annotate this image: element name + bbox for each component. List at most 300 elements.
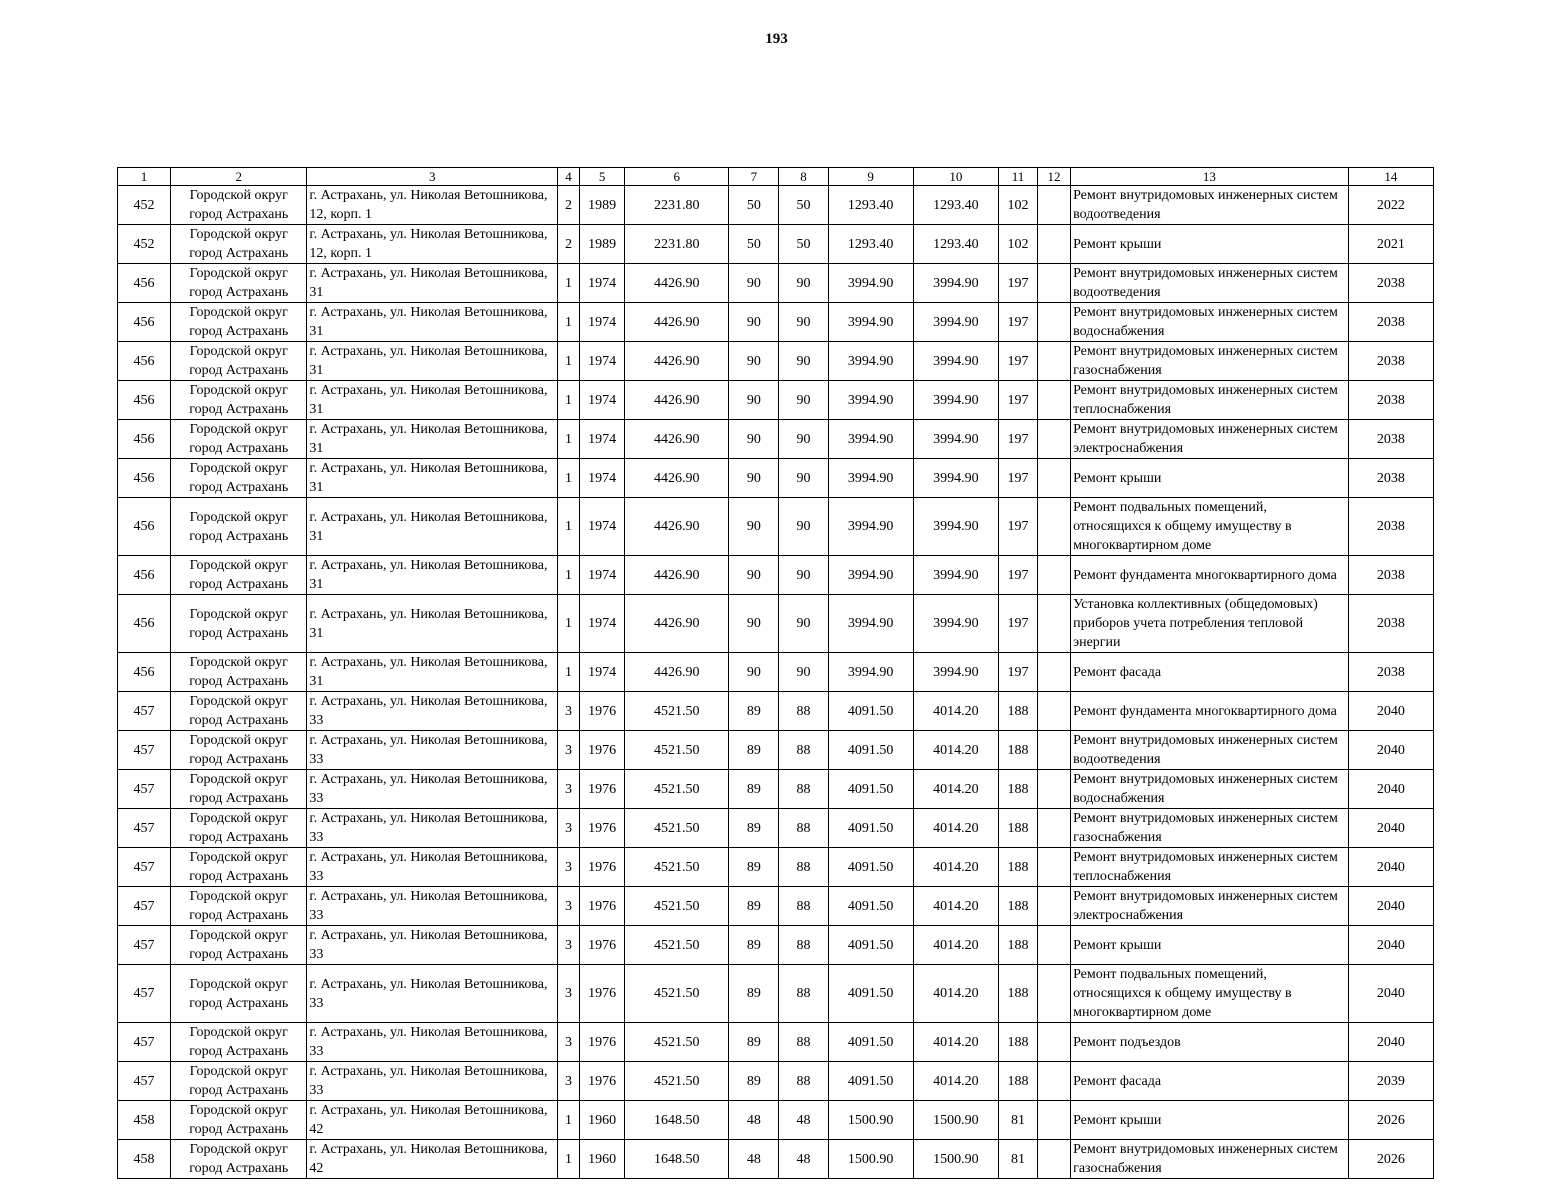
cell-col-3: г. Астрахань, ул. Николая Ветошникова, 33 bbox=[307, 809, 558, 848]
cell-col-7: 89 bbox=[729, 692, 779, 731]
cell-col-12 bbox=[1038, 342, 1071, 381]
cell-col-6: 4521.50 bbox=[625, 731, 729, 770]
cell-col-9: 4091.50 bbox=[828, 731, 913, 770]
cell-col-10: 3994.90 bbox=[913, 498, 998, 556]
cell-col-12 bbox=[1038, 556, 1071, 595]
cell-col-12 bbox=[1038, 420, 1071, 459]
cell-col-7: 89 bbox=[729, 1062, 779, 1101]
cell-col-6: 1648.50 bbox=[625, 1140, 729, 1179]
cell-col-4: 3 bbox=[557, 770, 579, 809]
cell-col-3: г. Астрахань, ул. Николая Ветошникова, 31 bbox=[307, 459, 558, 498]
column-header: 1 bbox=[118, 168, 171, 186]
cell-col-8: 88 bbox=[779, 770, 828, 809]
cell-col-7: 90 bbox=[729, 498, 779, 556]
cell-col-13: Ремонт внутридомовых инженерных систем электроснабжения bbox=[1071, 887, 1349, 926]
cell-col-9: 1293.40 bbox=[828, 186, 913, 225]
cell-col-12 bbox=[1038, 225, 1071, 264]
cell-col-14: 2040 bbox=[1348, 809, 1433, 848]
cell-col-2: Городской округ город Астрахань bbox=[171, 1023, 307, 1062]
cell-col-9: 4091.50 bbox=[828, 848, 913, 887]
cell-col-3: г. Астрахань, ул. Николая Ветошникова, 33 bbox=[307, 887, 558, 926]
cell-col-10: 4014.20 bbox=[913, 887, 998, 926]
cell-col-4: 3 bbox=[557, 731, 579, 770]
cell-col-5: 1976 bbox=[580, 1023, 625, 1062]
cell-col-1: 457 bbox=[118, 965, 171, 1023]
cell-col-10: 4014.20 bbox=[913, 1023, 998, 1062]
cell-col-11: 188 bbox=[998, 848, 1037, 887]
cell-col-9: 4091.50 bbox=[828, 809, 913, 848]
cell-col-10: 4014.20 bbox=[913, 1062, 998, 1101]
cell-col-6: 4521.50 bbox=[625, 965, 729, 1023]
cell-col-5: 1976 bbox=[580, 731, 625, 770]
table-row bbox=[118, 809, 1434, 848]
cell-col-14: 2026 bbox=[1348, 1101, 1433, 1140]
cell-col-6: 4426.90 bbox=[625, 653, 729, 692]
cell-col-7: 90 bbox=[729, 556, 779, 595]
cell-col-6: 2231.80 bbox=[625, 186, 729, 225]
cell-col-8: 88 bbox=[779, 692, 828, 731]
cell-col-4: 1 bbox=[557, 595, 579, 653]
cell-col-10: 3994.90 bbox=[913, 303, 998, 342]
cell-col-2: Городской округ город Астрахань bbox=[171, 770, 307, 809]
column-header: 7 bbox=[729, 168, 779, 186]
cell-col-6: 4521.50 bbox=[625, 809, 729, 848]
cell-col-2: Городской округ город Астрахань bbox=[171, 965, 307, 1023]
cell-col-14: 2040 bbox=[1348, 1023, 1433, 1062]
cell-col-6: 4426.90 bbox=[625, 303, 729, 342]
cell-col-8: 88 bbox=[779, 926, 828, 965]
cell-col-3: г. Астрахань, ул. Николая Ветошникова, 33 bbox=[307, 692, 558, 731]
cell-col-3: г. Астрахань, ул. Николая Ветошникова, 33 bbox=[307, 1023, 558, 1062]
cell-col-2: Городской округ город Астрахань bbox=[171, 692, 307, 731]
cell-col-2: Городской округ город Астрахань bbox=[171, 264, 307, 303]
cell-col-7: 90 bbox=[729, 420, 779, 459]
cell-col-13: Установка коллективных (общедомовых) приборов учета потребления тепловой энергии bbox=[1071, 595, 1349, 653]
cell-col-4: 2 bbox=[557, 225, 579, 264]
column-header: 12 bbox=[1038, 168, 1071, 186]
column-header: 11 bbox=[998, 168, 1037, 186]
cell-col-1: 457 bbox=[118, 692, 171, 731]
cell-col-8: 90 bbox=[779, 459, 828, 498]
cell-col-10: 4014.20 bbox=[913, 692, 998, 731]
cell-col-11: 197 bbox=[998, 498, 1037, 556]
cell-col-14: 2040 bbox=[1348, 692, 1433, 731]
cell-col-1: 457 bbox=[118, 926, 171, 965]
cell-col-8: 48 bbox=[779, 1140, 828, 1179]
cell-col-1: 456 bbox=[118, 498, 171, 556]
cell-col-2: Городской округ город Астрахань bbox=[171, 342, 307, 381]
cell-col-11: 188 bbox=[998, 1023, 1037, 1062]
table-row bbox=[118, 653, 1434, 692]
table-row bbox=[118, 1062, 1434, 1101]
table-row bbox=[118, 186, 1434, 225]
column-header: 8 bbox=[779, 168, 828, 186]
cell-col-8: 88 bbox=[779, 809, 828, 848]
table-row bbox=[118, 848, 1434, 887]
cell-col-11: 188 bbox=[998, 692, 1037, 731]
cell-col-14: 2039 bbox=[1348, 1062, 1433, 1101]
cell-col-14: 2040 bbox=[1348, 770, 1433, 809]
cell-col-8: 50 bbox=[779, 225, 828, 264]
cell-col-3: г. Астрахань, ул. Николая Ветошникова, 42 bbox=[307, 1101, 558, 1140]
cell-col-13: Ремонт внутридомовых инженерных систем водоотведения bbox=[1071, 264, 1349, 303]
cell-col-8: 88 bbox=[779, 848, 828, 887]
cell-col-1: 452 bbox=[118, 225, 171, 264]
cell-col-12 bbox=[1038, 595, 1071, 653]
cell-col-1: 452 bbox=[118, 186, 171, 225]
cell-col-12 bbox=[1038, 965, 1071, 1023]
cell-col-4: 3 bbox=[557, 965, 579, 1023]
cell-col-1: 457 bbox=[118, 770, 171, 809]
cell-col-9: 3994.90 bbox=[828, 420, 913, 459]
cell-col-10: 4014.20 bbox=[913, 926, 998, 965]
cell-col-14: 2040 bbox=[1348, 887, 1433, 926]
cell-col-12 bbox=[1038, 459, 1071, 498]
cell-col-14: 2038 bbox=[1348, 556, 1433, 595]
cell-col-7: 90 bbox=[729, 595, 779, 653]
cell-col-9: 3994.90 bbox=[828, 595, 913, 653]
cell-col-13: Ремонт внутридомовых инженерных систем газоснабжения bbox=[1071, 809, 1349, 848]
cell-col-13: Ремонт внутридомовых инженерных систем газоснабжения bbox=[1071, 1140, 1349, 1179]
cell-col-3: г. Астрахань, ул. Николая Ветошникова, 31 bbox=[307, 264, 558, 303]
cell-col-9: 3994.90 bbox=[828, 264, 913, 303]
cell-col-5: 1989 bbox=[580, 225, 625, 264]
cell-col-10: 3994.90 bbox=[913, 264, 998, 303]
cell-col-6: 4426.90 bbox=[625, 459, 729, 498]
cell-col-14: 2040 bbox=[1348, 731, 1433, 770]
cell-col-8: 88 bbox=[779, 965, 828, 1023]
cell-col-1: 457 bbox=[118, 1023, 171, 1062]
cell-col-8: 90 bbox=[779, 653, 828, 692]
cell-col-6: 4521.50 bbox=[625, 770, 729, 809]
cell-col-9: 3994.90 bbox=[828, 381, 913, 420]
cell-col-7: 50 bbox=[729, 225, 779, 264]
table-row bbox=[118, 264, 1434, 303]
cell-col-3: г. Астрахань, ул. Николая Ветошникова, 31 bbox=[307, 653, 558, 692]
cell-col-1: 458 bbox=[118, 1140, 171, 1179]
cell-col-4: 1 bbox=[557, 303, 579, 342]
cell-col-2: Городской округ город Астрахань bbox=[171, 848, 307, 887]
cell-col-13: Ремонт крыши bbox=[1071, 926, 1349, 965]
column-header: 10 bbox=[913, 168, 998, 186]
cell-col-14: 2040 bbox=[1348, 965, 1433, 1023]
cell-col-11: 197 bbox=[998, 264, 1037, 303]
cell-col-10: 3994.90 bbox=[913, 420, 998, 459]
cell-col-9: 4091.50 bbox=[828, 1023, 913, 1062]
cell-col-6: 2231.80 bbox=[625, 225, 729, 264]
cell-col-7: 89 bbox=[729, 965, 779, 1023]
column-header: 9 bbox=[828, 168, 913, 186]
table-row bbox=[118, 1023, 1434, 1062]
cell-col-11: 197 bbox=[998, 303, 1037, 342]
cell-col-6: 4521.50 bbox=[625, 1062, 729, 1101]
cell-col-6: 4521.50 bbox=[625, 848, 729, 887]
cell-col-9: 3994.90 bbox=[828, 303, 913, 342]
cell-col-5: 1960 bbox=[580, 1140, 625, 1179]
cell-col-7: 89 bbox=[729, 848, 779, 887]
cell-col-8: 90 bbox=[779, 556, 828, 595]
cell-col-2: Городской округ город Астрахань bbox=[171, 809, 307, 848]
cell-col-5: 1974 bbox=[580, 420, 625, 459]
cell-col-12 bbox=[1038, 731, 1071, 770]
cell-col-4: 1 bbox=[557, 556, 579, 595]
cell-col-5: 1974 bbox=[580, 303, 625, 342]
cell-col-12 bbox=[1038, 381, 1071, 420]
cell-col-14: 2038 bbox=[1348, 595, 1433, 653]
cell-col-4: 1 bbox=[557, 498, 579, 556]
cell-col-4: 3 bbox=[557, 1062, 579, 1101]
cell-col-8: 90 bbox=[779, 342, 828, 381]
cell-col-8: 90 bbox=[779, 264, 828, 303]
cell-col-9: 3994.90 bbox=[828, 653, 913, 692]
cell-col-1: 457 bbox=[118, 809, 171, 848]
cell-col-2: Городской округ город Астрахань bbox=[171, 186, 307, 225]
cell-col-2: Городской округ город Астрахань bbox=[171, 1062, 307, 1101]
cell-col-4: 1 bbox=[557, 342, 579, 381]
column-header: 5 bbox=[580, 168, 625, 186]
table-row bbox=[118, 692, 1434, 731]
cell-col-11: 197 bbox=[998, 420, 1037, 459]
cell-col-13: Ремонт фасада bbox=[1071, 653, 1349, 692]
cell-col-13: Ремонт внутридомовых инженерных систем водоснабжения bbox=[1071, 770, 1349, 809]
cell-col-10: 3994.90 bbox=[913, 653, 998, 692]
cell-col-12 bbox=[1038, 1023, 1071, 1062]
cell-col-2: Городской округ город Астрахань bbox=[171, 653, 307, 692]
cell-col-2: Городской округ город Астрахань bbox=[171, 303, 307, 342]
table-row bbox=[118, 1101, 1434, 1140]
cell-col-4: 1 bbox=[557, 459, 579, 498]
cell-col-2: Городской округ город Астрахань bbox=[171, 1140, 307, 1179]
cell-col-6: 4426.90 bbox=[625, 556, 729, 595]
cell-col-3: г. Астрахань, ул. Николая Ветошникова, 31 bbox=[307, 420, 558, 459]
cell-col-5: 1974 bbox=[580, 653, 625, 692]
cell-col-4: 3 bbox=[557, 926, 579, 965]
cell-col-12 bbox=[1038, 809, 1071, 848]
cell-col-14: 2038 bbox=[1348, 342, 1433, 381]
cell-col-6: 4426.90 bbox=[625, 381, 729, 420]
cell-col-9: 4091.50 bbox=[828, 926, 913, 965]
cell-col-1: 456 bbox=[118, 381, 171, 420]
cell-col-14: 2040 bbox=[1348, 848, 1433, 887]
table-row bbox=[118, 498, 1434, 556]
cell-col-7: 89 bbox=[729, 731, 779, 770]
cell-col-8: 88 bbox=[779, 1062, 828, 1101]
cell-col-3: г. Астрахань, ул. Николая Ветошникова, 33 bbox=[307, 770, 558, 809]
cell-col-4: 3 bbox=[557, 848, 579, 887]
cell-col-12 bbox=[1038, 1140, 1071, 1179]
cell-col-1: 456 bbox=[118, 653, 171, 692]
cell-col-11: 188 bbox=[998, 926, 1037, 965]
table-row bbox=[118, 731, 1434, 770]
cell-col-2: Городской округ город Астрахань bbox=[171, 459, 307, 498]
cell-col-2: Городской округ город Астрахань bbox=[171, 926, 307, 965]
cell-col-3: г. Астрахань, ул. Николая Ветошникова, 31 bbox=[307, 381, 558, 420]
cell-col-4: 3 bbox=[557, 809, 579, 848]
cell-col-12 bbox=[1038, 1062, 1071, 1101]
cell-col-4: 1 bbox=[557, 653, 579, 692]
cell-col-5: 1976 bbox=[580, 887, 625, 926]
cell-col-5: 1976 bbox=[580, 1062, 625, 1101]
cell-col-9: 3994.90 bbox=[828, 556, 913, 595]
cell-col-4: 2 bbox=[557, 186, 579, 225]
cell-col-13: Ремонт внутридомовых инженерных систем водоотведения bbox=[1071, 731, 1349, 770]
cell-col-10: 3994.90 bbox=[913, 595, 998, 653]
cell-col-8: 88 bbox=[779, 1023, 828, 1062]
cell-col-11: 197 bbox=[998, 595, 1037, 653]
cell-col-5: 1976 bbox=[580, 809, 625, 848]
cell-col-8: 50 bbox=[779, 186, 828, 225]
column-header: 4 bbox=[557, 168, 579, 186]
cell-col-3: г. Астрахань, ул. Николая Ветошникова, 31 bbox=[307, 595, 558, 653]
table-row bbox=[118, 556, 1434, 595]
column-header: 2 bbox=[171, 168, 307, 186]
table-row bbox=[118, 381, 1434, 420]
cell-col-13: Ремонт внутридомовых инженерных систем теплоснабжения bbox=[1071, 848, 1349, 887]
cell-col-6: 4426.90 bbox=[625, 498, 729, 556]
cell-col-14: 2038 bbox=[1348, 303, 1433, 342]
repair-schedule-table bbox=[117, 167, 1434, 1179]
cell-col-14: 2038 bbox=[1348, 459, 1433, 498]
cell-col-13: Ремонт внутридомовых инженерных систем газоснабжения bbox=[1071, 342, 1349, 381]
cell-col-9: 1500.90 bbox=[828, 1101, 913, 1140]
table-row bbox=[118, 420, 1434, 459]
cell-col-11: 188 bbox=[998, 887, 1037, 926]
cell-col-10: 4014.20 bbox=[913, 731, 998, 770]
cell-col-3: г. Астрахань, ул. Николая Ветошникова, 33 bbox=[307, 965, 558, 1023]
cell-col-8: 88 bbox=[779, 731, 828, 770]
cell-col-13: Ремонт фундамента многоквартирного дома bbox=[1071, 556, 1349, 595]
cell-col-7: 90 bbox=[729, 342, 779, 381]
cell-col-11: 197 bbox=[998, 653, 1037, 692]
cell-col-8: 90 bbox=[779, 595, 828, 653]
table-row bbox=[118, 926, 1434, 965]
cell-col-14: 2022 bbox=[1348, 186, 1433, 225]
cell-col-5: 1974 bbox=[580, 342, 625, 381]
table-row bbox=[118, 595, 1434, 653]
cell-col-3: г. Астрахань, ул. Николая Ветошникова, 42 bbox=[307, 1140, 558, 1179]
cell-col-7: 89 bbox=[729, 926, 779, 965]
cell-col-2: Городской округ город Астрахань bbox=[171, 887, 307, 926]
cell-col-5: 1976 bbox=[580, 848, 625, 887]
cell-col-4: 3 bbox=[557, 1023, 579, 1062]
cell-col-12 bbox=[1038, 926, 1071, 965]
table-row bbox=[118, 225, 1434, 264]
cell-col-10: 3994.90 bbox=[913, 459, 998, 498]
column-header: 13 bbox=[1071, 168, 1349, 186]
cell-col-1: 457 bbox=[118, 848, 171, 887]
table-row bbox=[118, 1140, 1434, 1179]
cell-col-13: Ремонт внутридомовых инженерных систем водоснабжения bbox=[1071, 303, 1349, 342]
cell-col-12 bbox=[1038, 653, 1071, 692]
cell-col-3: г. Астрахань, ул. Николая Ветошникова, 33 bbox=[307, 1062, 558, 1101]
cell-col-6: 4521.50 bbox=[625, 1023, 729, 1062]
cell-col-6: 4426.90 bbox=[625, 264, 729, 303]
cell-col-13: Ремонт крыши bbox=[1071, 1101, 1349, 1140]
cell-col-11: 197 bbox=[998, 342, 1037, 381]
cell-col-1: 456 bbox=[118, 264, 171, 303]
cell-col-6: 4426.90 bbox=[625, 420, 729, 459]
cell-col-3: г. Астрахань, ул. Николая Ветошникова, 33 bbox=[307, 731, 558, 770]
cell-col-1: 458 bbox=[118, 1101, 171, 1140]
cell-col-10: 3994.90 bbox=[913, 381, 998, 420]
cell-col-13: Ремонт фасада bbox=[1071, 1062, 1349, 1101]
cell-col-3: г. Астрахань, ул. Николая Ветошникова, 12, корп. 1 bbox=[307, 186, 558, 225]
page-number: 193 bbox=[765, 31, 788, 47]
cell-col-10: 1293.40 bbox=[913, 186, 998, 225]
cell-col-5: 1989 bbox=[580, 186, 625, 225]
cell-col-6: 4521.50 bbox=[625, 926, 729, 965]
cell-col-7: 89 bbox=[729, 809, 779, 848]
cell-col-9: 4091.50 bbox=[828, 1062, 913, 1101]
cell-col-4: 1 bbox=[557, 264, 579, 303]
cell-col-5: 1974 bbox=[580, 556, 625, 595]
cell-col-11: 102 bbox=[998, 186, 1037, 225]
cell-col-5: 1976 bbox=[580, 965, 625, 1023]
cell-col-2: Городской округ город Астрахань bbox=[171, 420, 307, 459]
cell-col-10: 1500.90 bbox=[913, 1101, 998, 1140]
cell-col-9: 1293.40 bbox=[828, 225, 913, 264]
cell-col-2: Городской округ город Астрахань bbox=[171, 595, 307, 653]
cell-col-1: 457 bbox=[118, 1062, 171, 1101]
cell-col-6: 4521.50 bbox=[625, 887, 729, 926]
table-body bbox=[118, 186, 1434, 1179]
cell-col-4: 1 bbox=[557, 420, 579, 459]
cell-col-10: 1500.90 bbox=[913, 1140, 998, 1179]
table-row bbox=[118, 303, 1434, 342]
table-header bbox=[118, 168, 1434, 186]
cell-col-14: 2038 bbox=[1348, 498, 1433, 556]
table-row bbox=[118, 342, 1434, 381]
cell-col-9: 4091.50 bbox=[828, 965, 913, 1023]
cell-col-11: 188 bbox=[998, 965, 1037, 1023]
cell-col-1: 456 bbox=[118, 459, 171, 498]
cell-col-6: 4426.90 bbox=[625, 342, 729, 381]
cell-col-7: 48 bbox=[729, 1140, 779, 1179]
cell-col-4: 1 bbox=[557, 1140, 579, 1179]
cell-col-11: 188 bbox=[998, 770, 1037, 809]
cell-col-5: 1974 bbox=[580, 264, 625, 303]
cell-col-7: 50 bbox=[729, 186, 779, 225]
cell-col-4: 1 bbox=[557, 1101, 579, 1140]
cell-col-11: 197 bbox=[998, 556, 1037, 595]
cell-col-13: Ремонт фундамента многоквартирного дома bbox=[1071, 692, 1349, 731]
cell-col-6: 4426.90 bbox=[625, 595, 729, 653]
cell-col-2: Городской округ город Астрахань bbox=[171, 225, 307, 264]
cell-col-10: 4014.20 bbox=[913, 770, 998, 809]
cell-col-1: 456 bbox=[118, 595, 171, 653]
cell-col-5: 1976 bbox=[580, 692, 625, 731]
cell-col-9: 3994.90 bbox=[828, 498, 913, 556]
cell-col-5: 1974 bbox=[580, 459, 625, 498]
cell-col-11: 188 bbox=[998, 1062, 1037, 1101]
cell-col-3: г. Астрахань, ул. Николая Ветошникова, 33 bbox=[307, 848, 558, 887]
cell-col-12 bbox=[1038, 887, 1071, 926]
cell-col-12 bbox=[1038, 498, 1071, 556]
cell-col-2: Городской округ город Астрахань bbox=[171, 381, 307, 420]
cell-col-11: 81 bbox=[998, 1101, 1037, 1140]
cell-col-8: 90 bbox=[779, 303, 828, 342]
cell-col-11: 102 bbox=[998, 225, 1037, 264]
cell-col-6: 4521.50 bbox=[625, 692, 729, 731]
cell-col-11: 188 bbox=[998, 731, 1037, 770]
cell-col-3: г. Астрахань, ул. Николая Ветошникова, 31 bbox=[307, 556, 558, 595]
cell-col-5: 1974 bbox=[580, 381, 625, 420]
cell-col-7: 90 bbox=[729, 264, 779, 303]
cell-col-10: 3994.90 bbox=[913, 342, 998, 381]
cell-col-9: 3994.90 bbox=[828, 342, 913, 381]
column-header: 6 bbox=[625, 168, 729, 186]
cell-col-1: 456 bbox=[118, 303, 171, 342]
